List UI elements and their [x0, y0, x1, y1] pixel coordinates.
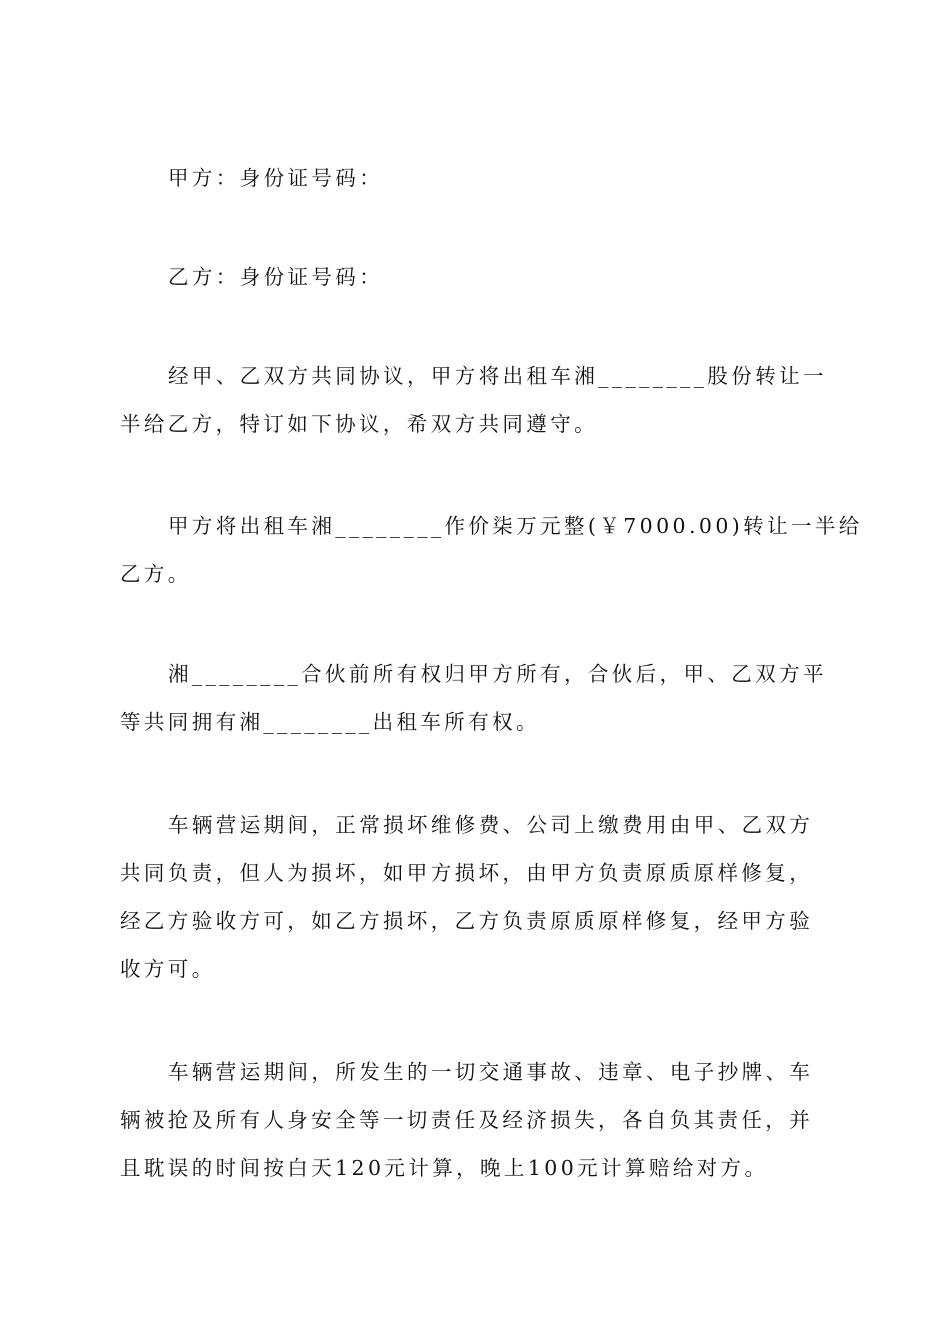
- paragraph-line: 辆被抢及所有人身安全等一切责任及经济损失，各自负其责任，并: [120, 1108, 814, 1132]
- paragraph-price: [120, 502, 863, 598]
- paragraph-line: 收方可。: [120, 957, 216, 981]
- party-a-label: 甲方：身份证号码：: [168, 166, 384, 190]
- paragraph-line: 且耽误的时间按白天120元计算，晚上100元计算赔给对方。: [120, 1156, 769, 1180]
- paragraph-line: 车辆营运期间，所发生的一切交通事故、违章、电子抄牌、车: [168, 1060, 814, 1084]
- paragraph-line: 半给乙方，特订如下协议，希双方共同遵守。: [120, 412, 598, 436]
- party-b-line: [120, 253, 832, 301]
- paragraph-line: 经乙方验收方可，如乙方损坏，乙方负责原质原样修复，经甲方验: [120, 909, 814, 933]
- paragraph-line: 甲方将出租车湘________作价柒万元整(￥7000.00)转让一半给: [168, 514, 863, 538]
- paragraph-line: 等共同拥有湘________出租车所有权。: [120, 710, 540, 734]
- paragraph-transfer-agreement: [120, 352, 832, 448]
- party-b-label: 乙方：身份证号码：: [168, 265, 384, 289]
- paragraph-line: 共同负责，但人为损坏，如甲方损坏，由甲方负责原质原样修复，: [120, 861, 814, 885]
- paragraph-line: 乙方。: [120, 562, 192, 586]
- paragraph-maintenance: [120, 801, 832, 993]
- paragraph-line: 湘________合伙前所有权归甲方所有，合伙后，甲、乙双方平: [168, 662, 827, 686]
- paragraph-ownership: [120, 650, 832, 746]
- party-a-line: [120, 154, 832, 202]
- paragraph-line: 车辆营运期间，正常损坏维修费、公司上缴费用由甲、乙双方: [168, 813, 814, 837]
- paragraph-line: 经甲、乙双方共同协议，甲方将出租车湘________股份转让一: [168, 364, 827, 388]
- paragraph-liability: [120, 1048, 832, 1192]
